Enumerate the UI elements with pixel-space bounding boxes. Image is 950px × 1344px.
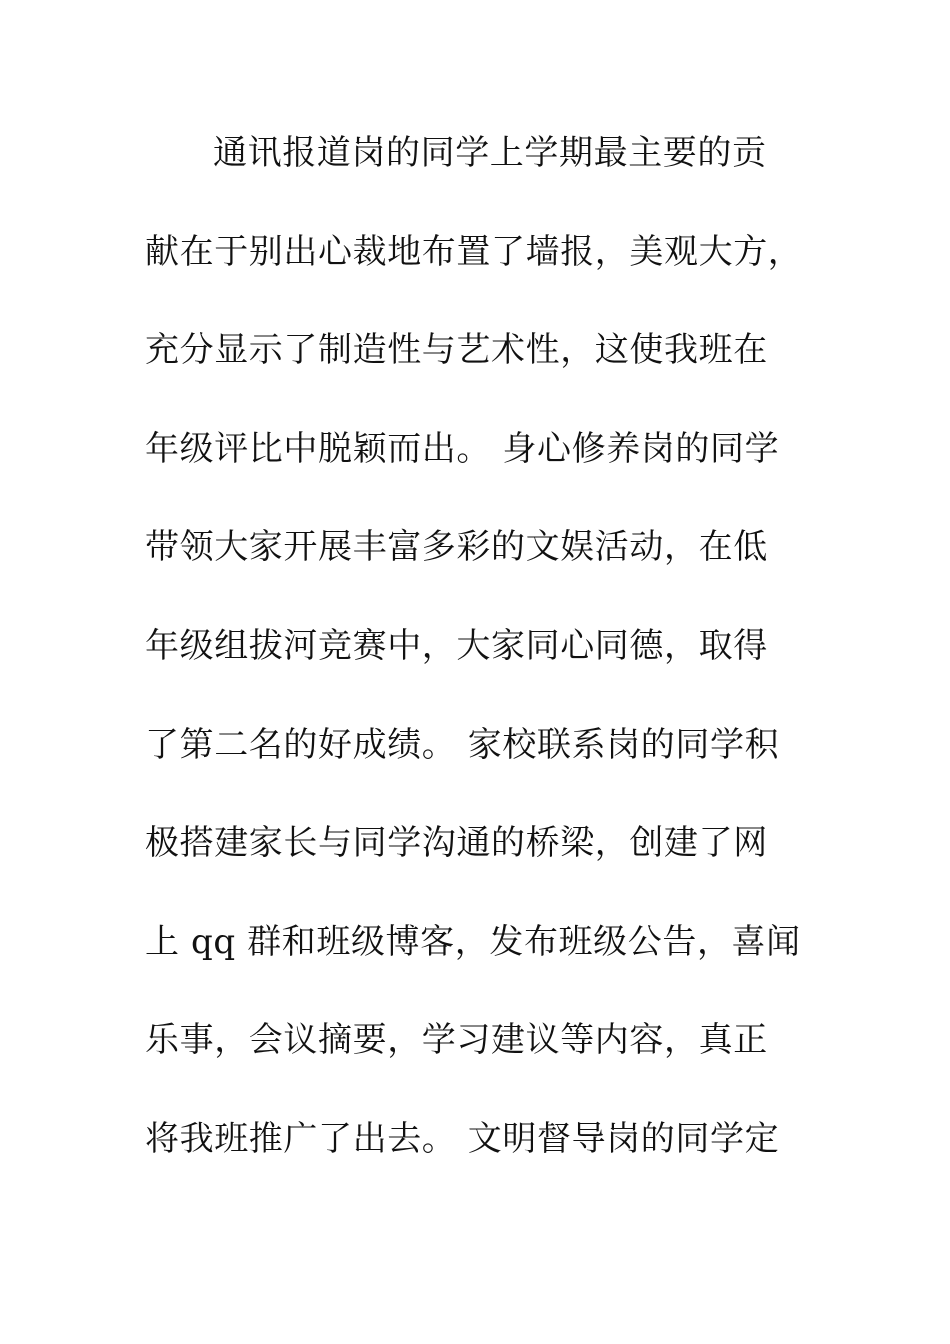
body-paragraph xyxy=(145,128,805,1213)
text-line: 通讯报道岗的同学上学期最主要的贡 xyxy=(213,133,767,173)
text-line: 献在于别出心裁地布置了墙报，美观大方， xyxy=(145,231,803,272)
text-line: 带领大家开展丰富多彩的文娱活动，在低 xyxy=(145,527,768,568)
text-line: 乐事，会议摘要，学习建议等内容，真正 xyxy=(145,1020,768,1061)
text-line: 上 qq 群和班级博客，发布班级公告，喜闻 xyxy=(145,921,801,962)
text-line: 年级评比中脱颖而出。 身心修养岗的同学 xyxy=(145,428,780,469)
text-line: 了第二名的好成绩。 家校联系岗的同学积 xyxy=(145,724,780,765)
text-line: 极搭建家长与同学沟通的桥梁，创建了网 xyxy=(145,823,768,864)
text-line: 将我班推广了出去。 文明督导岗的同学定 xyxy=(145,1118,780,1159)
text-line: 年级组拔河竞赛中，大家同心同德，取得 xyxy=(145,625,768,666)
text-line: 充分显示了制造性与艺术性，这使我班在 xyxy=(145,330,768,371)
